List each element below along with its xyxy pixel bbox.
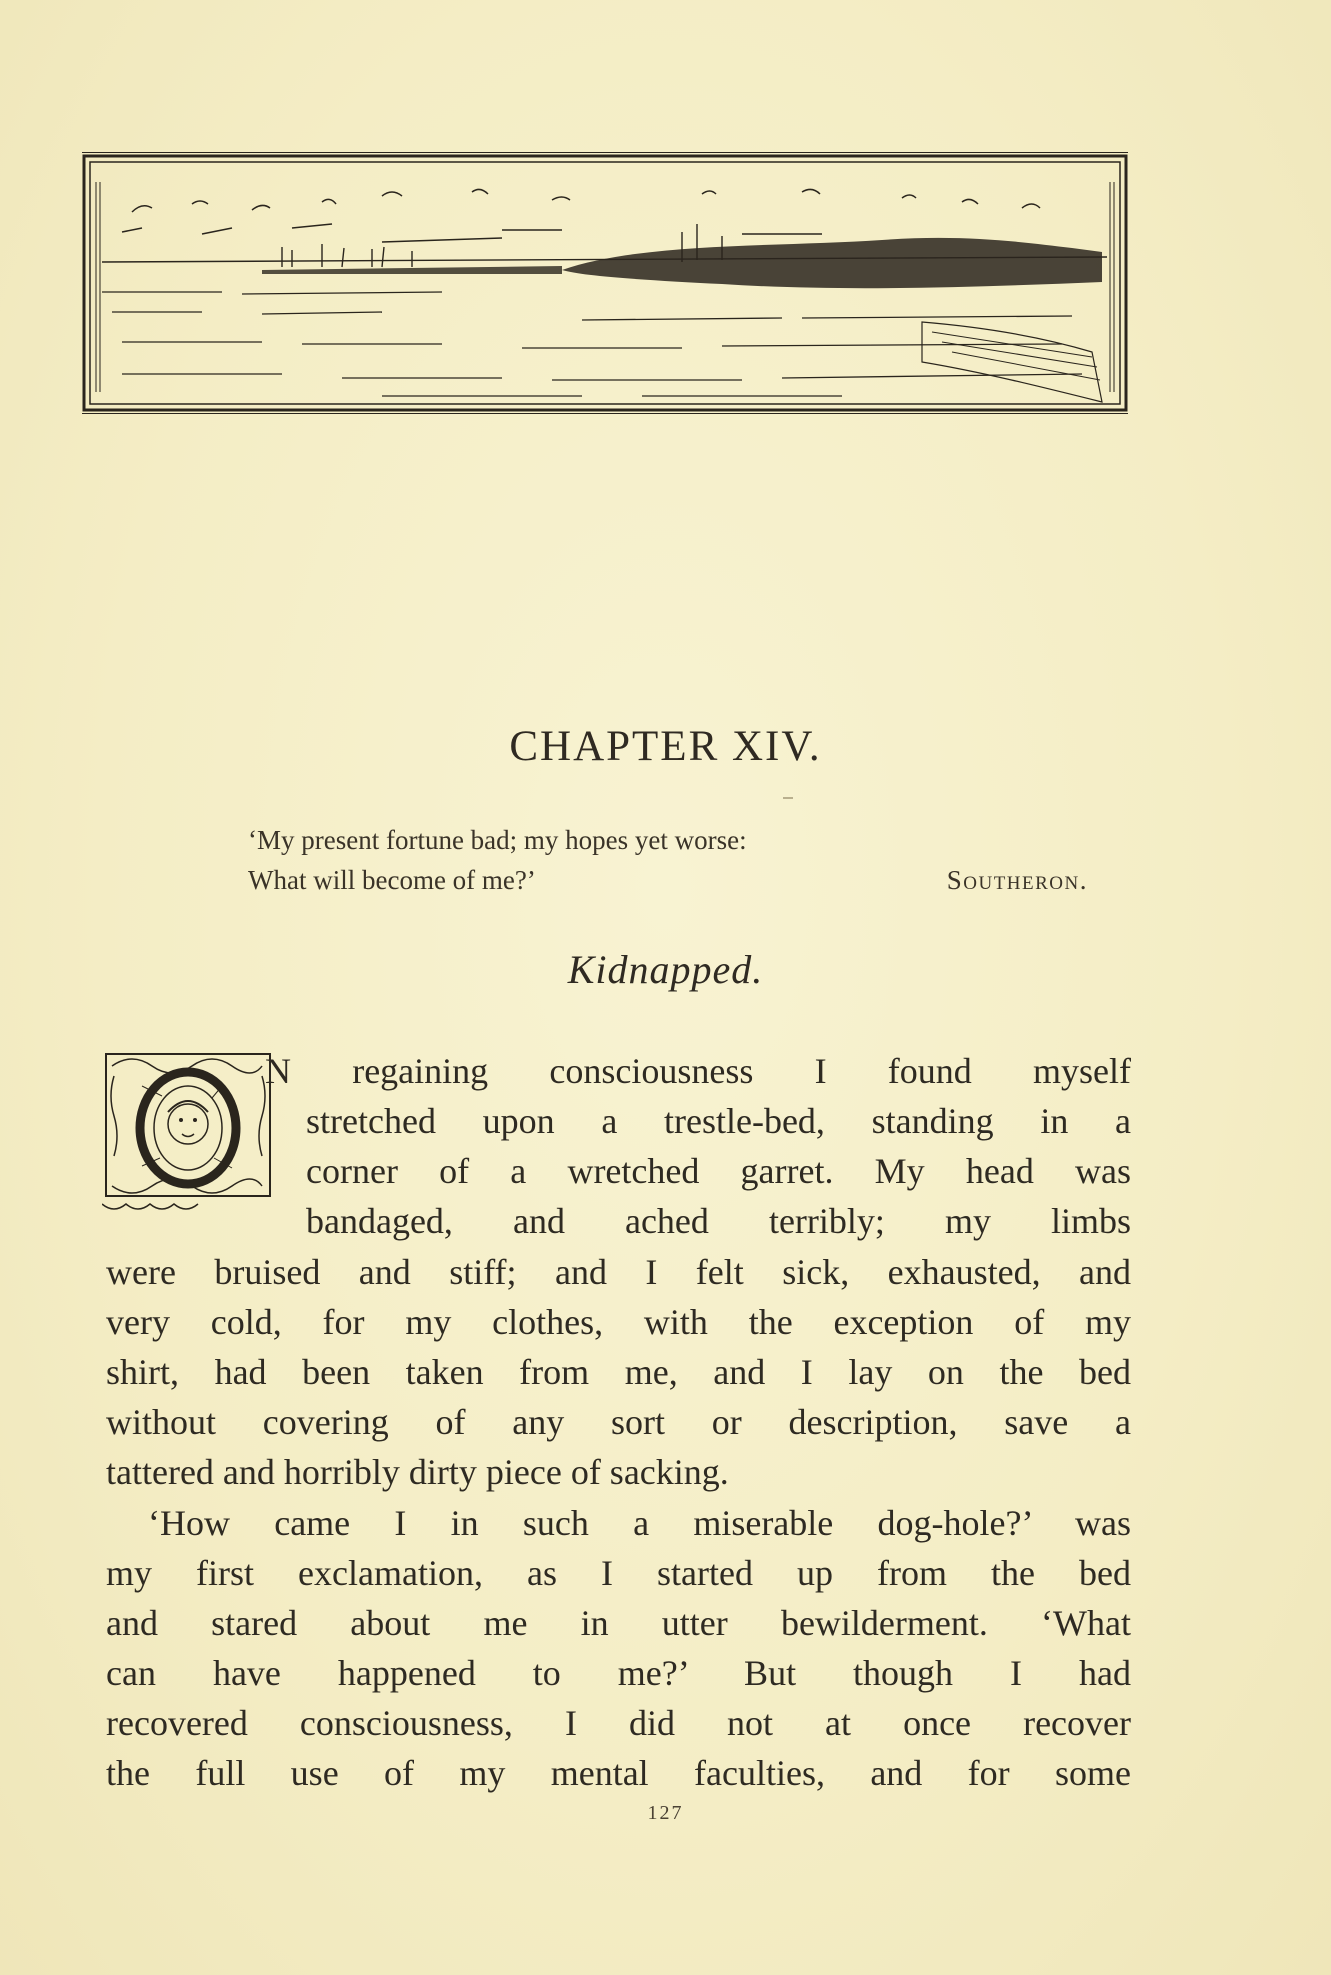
text-line: stretched upon a trestle-bed, standing in a [306,1101,1131,1141]
text-line: my first exclamation, as I started up from the bed [106,1553,1131,1593]
text-line: recovered consciousness, I did not at once recover [106,1703,1131,1743]
text-line: the full use of my mental faculties, and for some [106,1753,1131,1793]
text-line: bandaged, and ached terribly; my limbs [306,1201,1131,1241]
text-line: can have happened to me?’ But though I had [106,1653,1131,1693]
epigraph-author: Southeron. [946,865,1088,895]
text-line: ‘How came I in such a miserable dog-hole?’ was [148,1503,1131,1543]
text-line: N regaining consciousness I found myself [265,1051,1131,1091]
text-line: shirt, had been taken from me, and I lay on the bed [106,1352,1131,1392]
text-line: without covering of any sort or description, save a [106,1402,1131,1442]
epigraph-line-2: What will become of me?’ [248,865,536,895]
text-line: were bruised and stiff; and I felt sick, exhausted, and [106,1252,1131,1292]
text-line: and stared about me in utter bewilderment. ‘What [106,1603,1131,1643]
epigraph-line-1: ‘My present fortune bad; my hopes yet worse: [248,825,747,855]
text-line: tattered and horribly dirty piece of sacking. [106,1452,729,1492]
body-text [106,0,1136,1975]
text-line: very cold, for my clothes, with the exception of my [106,1302,1131,1342]
chapter-subtitle: Kidnapped. [567,947,764,992]
chapter-title: CHAPTER XIV. [509,723,822,770]
text-line: corner of a wretched garret. My head was [306,1151,1131,1191]
page-number: 127 [647,1802,684,1824]
